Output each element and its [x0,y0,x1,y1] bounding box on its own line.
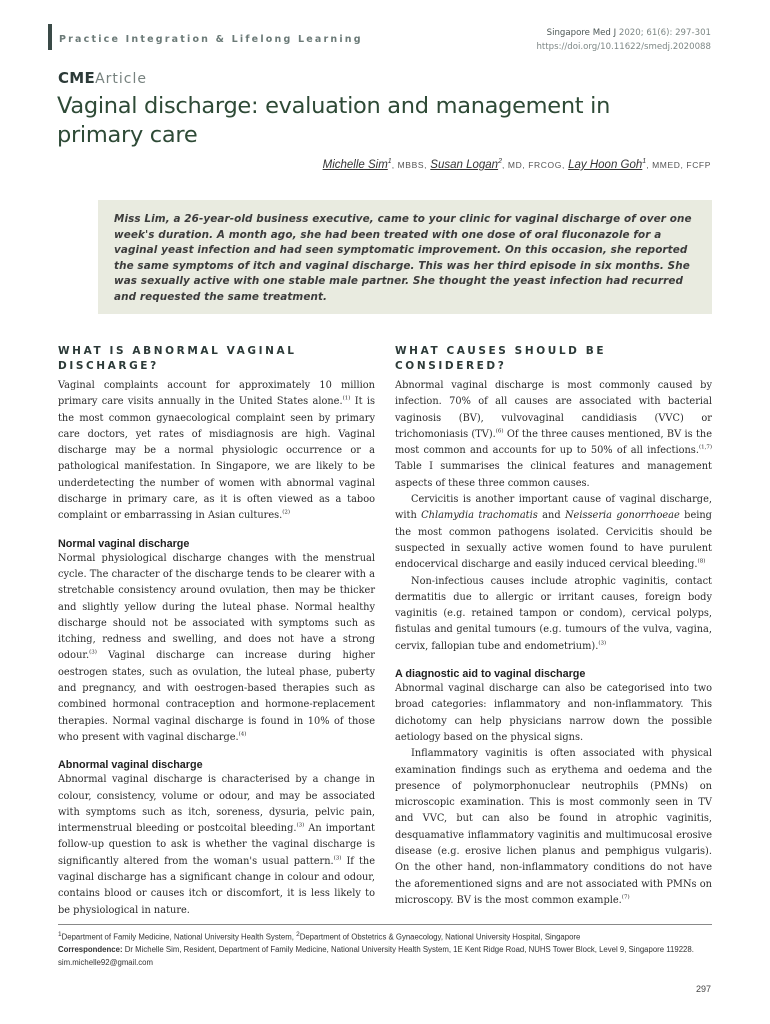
footnotes [58,929,712,969]
section-name: Practice Integration & Lifelong Learning [59,34,363,45]
author-name: Susan Logan [430,158,499,171]
citation-ref: (4) [238,731,247,738]
correspondence-label: Correspondence: [58,945,123,955]
paragraph: Cervicitis is another important cause of vaginal discharge, with Chlamydia trachomatis and Neisseria gonorrhoeae being the most common pathogens isolated. Cervicitis should be suspected in sexually active women found to have purulent endocervical discharge and easily induced cervical bleeding.$^{(8)}$ [395,494,712,571]
citation-ref: (3) [333,855,342,862]
pathogen-name: Neisseria gonorrhoeae [564,510,680,522]
correspondence-text: Dr Michelle Sim, Resident, Department of Family Medicine, National University Health System, 1E Kent Ridge Road, NUHS Tower Block, Level 9, Singapore 119228. sim.michelle92@gmail.com [58,945,694,967]
article-type-bold: CME [58,69,96,87]
citation-ref: (3) [598,640,607,647]
author-affiliation-mark: 2 [498,158,502,165]
subsection-heading: Normal vaginal discharge [58,537,190,550]
author-affiliation-mark: 1 [387,158,392,165]
section-heading: WHAT CAUSES SHOULD BE CONSIDERED? [395,345,607,372]
case-scenario-box [98,200,712,314]
citation-ref: (3) [89,650,97,657]
pathogen-name: Chlamydia trachomatis [421,510,538,522]
author-list [323,158,711,171]
citation-ref: (2) [282,510,291,517]
journal-issue: 2020; 61(6): 297-301 [618,28,711,38]
paragraph: Abnormal vaginal discharge can also be categorised into two broad categories: inflammatory and non-inflammatory. This dichotomy can help physicians narrow down the possible aetiology based on the physical signs. [395,683,712,743]
article-type-light: Article [95,71,148,87]
citation-ref: (7) [621,894,630,901]
author-credentials: , MMED, FCFP [646,159,711,170]
doi-link[interactable]: https://doi.org/10.11622/smedj.2020088 [536,42,711,52]
citation-ref: (3) [296,822,305,829]
article-type [58,69,147,87]
subsection-heading: Abnormal vaginal discharge [58,759,203,772]
section-color-bar [48,24,52,50]
citation-ref: (1) [342,396,351,403]
author-affiliation-mark: 1 [642,158,647,165]
journal-citation [536,26,711,54]
paragraph: Abnormal vaginal discharge is most commonly caused by infection. 70% of all causes are associated with bacterial vaginosis (BV), vulvovaginal candidiasis (VVC) or trichomoniasis (TV).$^{(6)}$ Of the three causes mentioned, BV is the most common and accounts for up to 50% of all infections.$^{(1,7)}$ Table I summarises the clinical features and management aspects of these three common causes. [395,380,712,489]
correspondence [58,944,712,969]
paragraph: Abnormal vaginal discharge is characterised by a change in colour, consistency, volume or odour, and may be associated with symptoms such as itch, soreness, dysuria, pelvic pain, intermenstrual bleeding or postcoital bleeding.$^{(3)}$ An important follow-up question to ask is whether the vaginal discharge is significantly altered from the woman's usual pattern.$^{(3)}$ If the vaginal discharge has a significant change in colour and odour, contains blood or causes itch or discomfort, it is less likely to be physiological in nature. [58,774,375,916]
left-column [58,344,375,919]
citation-ref: (8) [697,559,706,565]
paragraph: Non-infectious causes include atrophic vaginitis, contact dermatitis due to allergic or irritant causes, foreign body vaginitis (e.g. retained tampon or condom), cervical polyps, fistulas and genital tumours (e.g. tumours of the vulva, vagina, cervix, fallopian tube and endometrium).$^{(3)}$ [395,575,712,652]
case-scenario-text: Miss Lim, a 26-year-old business executive, came to your clinic for vaginal discharge of over one week's duration. A month ago, she had been treated with one dose of oral fluconazole for a vaginal yeast infection and had seen symptomatic improvement. On this occasion, she reported the same symptoms of itch and vaginal discharge. This was her third episode in six months. She was sexually active with one stable male partner. She thought the yeast infection had recurred and requested the same treatment. [114,213,692,303]
author-name: Lay Hoon Goh [568,158,643,171]
footnote-divider [58,924,712,925]
author-credentials: , MBBS, [391,159,428,170]
paragraph: Inflammatory vaginitis is often associated with physical examination findings such as erythema and oedema and the presence of polymorphonuclear neutrophils (PMNs) on microscopic examination. This is most commonly seen in TV and VVC, but can also be found in atrophic vaginitis, desquamative inflammatory vaginitis and multimucosal erosive disease (e.g. erosive lichen planus and pemphigus vulgaris). On the other hand, non-inflammatory conditions do not have the aforementioned signs and are not associated with PMNs on microscopy. BV is the most common example.$^{(7)}$ [395,748,712,906]
paragraph: Normal physiological discharge changes with the menstrual cycle. The character of the discharge tends to be clearer with a stretchable consistency around ovulation, then may be thicker and slightly yellow during the luteal phase. Normal healthy discharge should not be associated with symptoms such as itching, redness and swelling, and does not have a strong odour.$^{(3)}$ Vaginal discharge can increase during higher oestrogen states, such as ovulation, the luteal phase, puberty and pregnancy, and with oestrogen-based therapies such as combined hormonal contraception and hormone-replacement therapies. Normal vaginal discharge is found in 10% of those who present with vaginal discharge.$^{(4)}$ [58,552,375,743]
article-title: Vaginal discharge: evaluation and management in primary care [57,93,611,148]
subsection-heading: A diagnostic aid to vaginal discharge [395,668,586,681]
paragraph: Vaginal complaints account for approximately 10 million primary care visits annually in the United States alone.$^{(1)}$ It is the most common gynaecological complaint seen by primary care doctors, yet rates of misdiagnosis are high. Vaginal discharge may be a normal physiologic occurrence or a pathological manifestation. In Singapore, we are likely to be underdetecting the number of women with abnormal vaginal discharge in primary care, as it is often viewed as a taboo complaint or embarrassing in Asian cultures.$^{(2)}$ [58,380,375,522]
author-name: Michelle Sim [322,158,388,171]
page-number: 297 [695,984,711,994]
affiliations: $^1$Department of Family Medicine, National University Health System, $^2$Department of Obstetrics & Gynaecology, National University Hospital, Singapore [58,931,581,942]
citation-ref: (1,7) [698,444,712,451]
citation-ref: (6) [495,428,504,435]
author-credentials: , MD, FRCOG, [501,159,565,170]
right-column [395,344,712,909]
section-heading: WHAT IS ABNORMAL VAGINAL DISCHARGE? [58,345,297,372]
journal-name: Singapore Med J [546,28,617,38]
